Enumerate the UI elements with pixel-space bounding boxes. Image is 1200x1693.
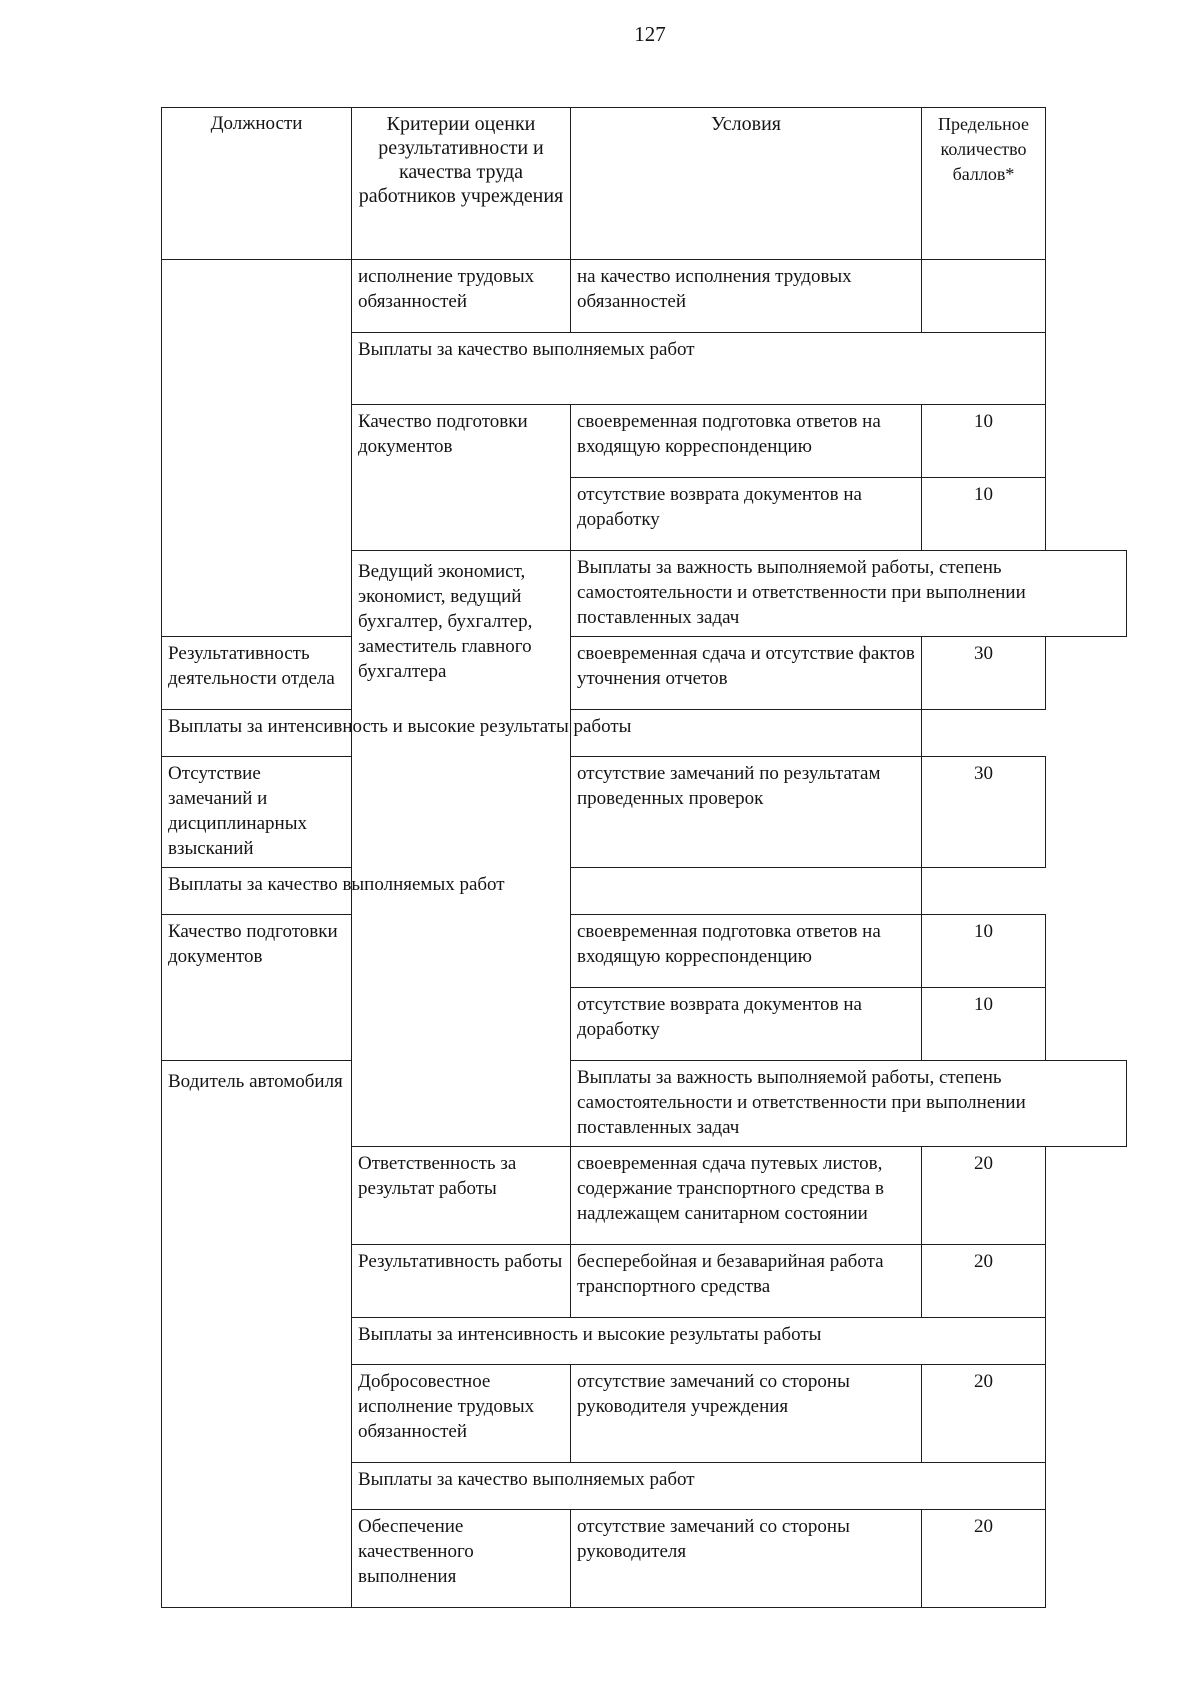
section-heading: Выплаты за важность выполняемой работы, степень самостоятельности и ответственности при выполнении поставленных задач xyxy=(571,551,1127,637)
criteria-cell: Отсутствие замечаний и дисциплинарных взысканий xyxy=(162,757,352,868)
points-cell: 10 xyxy=(922,988,1046,1061)
condition-cell: на качество исполнения трудовых обязанностей xyxy=(571,260,922,333)
criteria-cell: исполнение трудовых обязанностей xyxy=(352,260,571,333)
header-criteria: Критерии оценки результативности и качества труда работников учреждения xyxy=(352,108,571,260)
position-cell: Ведущий экономист, экономист, ведущий бухгалтер, бухгалтер, заместитель главного бухгалтера xyxy=(352,551,571,1147)
points-cell xyxy=(922,260,1046,333)
criteria-table xyxy=(161,107,1127,1608)
section-row xyxy=(162,710,1127,757)
points-cell: 10 xyxy=(922,478,1046,551)
header-conditions: Условия xyxy=(571,108,922,260)
criteria-cell: Результативность работы xyxy=(352,1245,571,1318)
header-max-points: Предельное количество баллов* xyxy=(922,108,1046,260)
condition-cell: отсутствие возврата документов на доработку xyxy=(571,988,922,1061)
section-heading: Выплаты за качество выполняемых работ xyxy=(162,868,922,915)
points-cell: 20 xyxy=(922,1510,1046,1608)
header-position: Должности xyxy=(162,108,352,260)
criteria-cell: Результативность деятельности отдела xyxy=(162,637,352,710)
section-heading: Выплаты за интенсивность и высокие результаты работы xyxy=(162,710,922,757)
points-cell: 30 xyxy=(922,757,1046,868)
table-row xyxy=(162,915,1127,988)
condition-cell: своевременная сдача и отсутствие фактов уточнения отчетов xyxy=(571,637,922,710)
criteria-cell: Добросовестное исполнение трудовых обязанностей xyxy=(352,1365,571,1463)
condition-cell: отсутствие возврата документов на доработку xyxy=(571,478,922,551)
section-row xyxy=(162,1061,1127,1147)
section-heading: Выплаты за качество выполняемых работ xyxy=(352,333,1046,405)
section-row xyxy=(162,868,1127,915)
condition-cell: своевременная подготовка ответов на входящую корреспонденцию xyxy=(571,915,922,988)
section-heading: Выплаты за качество выполняемых работ xyxy=(352,1463,1046,1510)
points-cell: 30 xyxy=(922,637,1046,710)
condition-cell: бесперебойная и безаварийная работа транспортного средства xyxy=(571,1245,922,1318)
condition-cell: отсутствие замечаний по результатам проведенных проверок xyxy=(571,757,922,868)
table-row xyxy=(162,260,1127,333)
table-row xyxy=(162,757,1127,868)
points-cell: 20 xyxy=(922,1147,1046,1245)
criteria-cell: Качество подготовки документов xyxy=(352,405,571,551)
section-heading: Выплаты за важность выполняемой работы, степень самостоятельности и ответственности при выполнении поставленных задач xyxy=(571,1061,1127,1147)
table-header-row xyxy=(162,108,1127,260)
points-cell: 20 xyxy=(922,1245,1046,1318)
condition-cell: отсутствие замечаний со стороны руководителя xyxy=(571,1510,922,1608)
criteria-cell: Ответственность за результат работы xyxy=(352,1147,571,1245)
condition-cell: своевременная сдача путевых листов, содержание транспортного средства в надлежащем санитарном состоянии xyxy=(571,1147,922,1245)
criteria-cell: Качество подготовки документов xyxy=(162,915,352,1061)
position-cell: Водитель автомобиля xyxy=(162,1061,352,1608)
section-heading: Выплаты за интенсивность и высокие результаты работы xyxy=(352,1318,1046,1365)
position-cell-empty xyxy=(162,260,352,637)
points-cell: 20 xyxy=(922,1365,1046,1463)
points-cell: 10 xyxy=(922,915,1046,988)
table-row xyxy=(162,637,1127,710)
condition-cell: своевременная подготовка ответов на входящую корреспонденцию xyxy=(571,405,922,478)
condition-cell: отсутствие замечаний со стороны руководителя учреждения xyxy=(571,1365,922,1463)
page-number: 127 xyxy=(634,22,666,46)
criteria-cell: Обеспечение качественного выполнения xyxy=(352,1510,571,1608)
points-cell: 10 xyxy=(922,405,1046,478)
